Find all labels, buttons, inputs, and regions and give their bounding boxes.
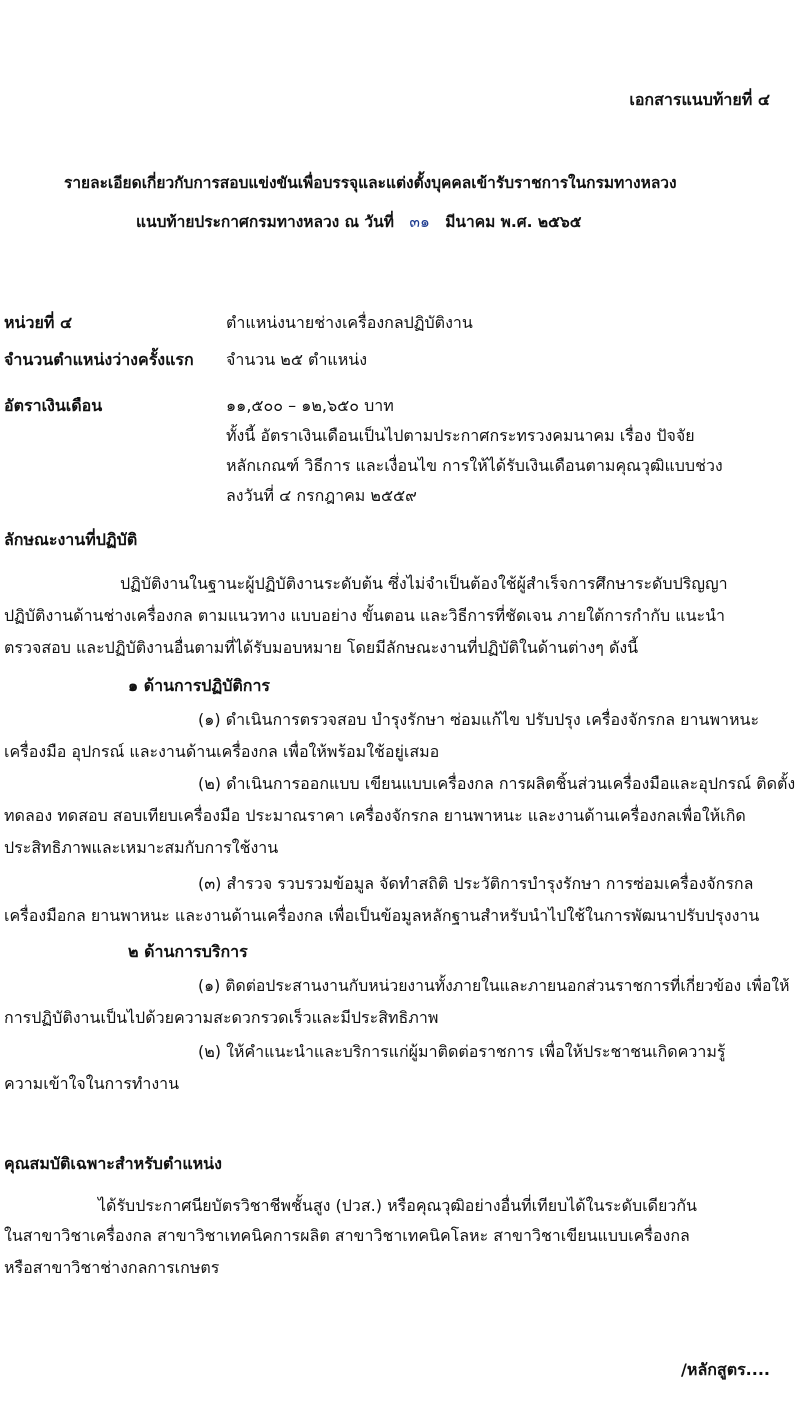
- intro-line: ปฏิบัติงานด้านช่างเครื่องกล ตามแนวทาง แบบอย่าง ขั้นตอน และวิธีการที่ชัดเจน ภายใต้การกำกับ แนะนำ: [4, 606, 726, 625]
- salary-note-line: ทั้งนี้ อัตราเงินเดือนเป็นไปตามประกาศกระทรวงคมนาคม เรื่อง ปัจจัย: [226, 426, 695, 445]
- operations-item-line: เครื่องมือ อุปกรณ์ และงานด้านเครื่องกล เพื่อให้พร้อมใช้อยู่เสมอ: [4, 742, 440, 761]
- intro-line: ตรวจสอบ และปฏิบัติงานอื่นตามที่ได้รับมอบหมาย โดยมีลักษณะงานที่ปฏิบัติในด้านต่างๆ ดังนี้: [4, 638, 639, 657]
- operations-item-line: (๑) ดำเนินการตรวจสอบ บำรุงรักษา ซ่อมแก้ไข ปรับปรุง เครื่องจักรกล ยานพาหนะ: [198, 710, 760, 729]
- document-title: รายละเอียดเกี่ยวกับการสอบแข่งขันเพื่อบรรจุและแต่งตั้งบุคคลเข้ารับราชการในกรมทางหลวง: [64, 174, 677, 192]
- operations-item-line: (๒) ดำเนินการออกแบบ เขียนแบบเครื่องกล การผลิตชิ้นส่วนเครื่องมือและอุปกรณ์ ติดตั้ง: [198, 774, 796, 793]
- subtitle-suffix: มีนาคม พ.ศ. ๒๕๖๕: [445, 213, 582, 231]
- salary-label: อัตราเงินเดือน: [4, 396, 103, 415]
- operations-item-line: ประสิทธิภาพและเหมาะสมกับการใช้งาน: [4, 838, 279, 857]
- section-heading-services: ๒ ด้านการบริการ: [128, 942, 248, 961]
- operations-item-line: ทดลอง ทดสอบ สอบเทียบเครื่องมือ ประมาณราคา เครื่องจักรกล ยานพาหนะ และงานด้านเครื่องกลเพื่อให้เกิด: [4, 806, 746, 825]
- operations-item-line: เครื่องมือกล ยานพาหนะ และงานด้านเครื่องกล เพื่อเป็นข้อมูลหลักฐานสำหรับนำไปใช้ในการพัฒนาปรับปรุงงาน: [4, 906, 760, 925]
- services-item-line: (๑) ติดต่อประสานงานกับหน่วยงานทั้งภายในและภายนอกส่วนราชการที่เกี่ยวข้อง เพื่อให้: [198, 976, 790, 995]
- job-nature-heading: ลักษณะงานที่ปฏิบัติ: [4, 530, 138, 549]
- qualification-line: ในสาขาวิชาเครื่องกล สาขาวิชาเทคนิคการผลิต สาขาวิชาเทคนิคโลหะ สาขาวิชาเขียนแบบเครื่องกล: [4, 1226, 690, 1245]
- document-subtitle: [136, 209, 581, 234]
- unit-value: ตำแหน่งนายช่างเครื่องกลปฏิบัติงาน: [226, 313, 473, 332]
- salary-note-line: ลงวันที่ ๔ กรกฎาคม ๒๕๕๙: [226, 486, 417, 505]
- qualification-line: หรือสาขาวิชาช่างกลการเกษตร: [4, 1258, 220, 1277]
- section-heading-operations: ๑ ด้านการปฏิบัติการ: [128, 676, 271, 695]
- services-item-line: การปฏิบัติงานเป็นไปด้วยความสะดวกรวดเร็วและมีประสิทธิภาพ: [4, 1008, 439, 1027]
- salary-note-line: หลักเกณฑ์ วิธีการ และเงื่อนไข การให้ได้รับเงินเดือนตามคุณวุฒิแบบช่วง: [226, 456, 723, 475]
- vacancies-label: จำนวนตำแหน่งว่างครั้งแรก: [4, 350, 194, 369]
- vacancies-value: จำนวน ๒๕ ตำแหน่ง: [226, 350, 368, 369]
- subtitle-prefix: แนบท้ายประกาศกรมทางหลวง ณ วันที่: [136, 213, 394, 231]
- qualification-line: ได้รับประกาศนียบัตรวิชาชีพชั้นสูง (ปวส.) หรือคุณวุฒิอย่างอื่นที่เทียบได้ในระดับเดียวกัน: [98, 1196, 697, 1215]
- subtitle-day: ๓๑: [409, 213, 430, 231]
- services-item-line: (๒) ให้คำแนะนำและบริการแก่ผู้มาติดต่อราชการ เพื่อให้ประชาชนเกิดความรู้: [198, 1042, 726, 1061]
- services-item-line: ความเข้าใจในการทำงาน: [4, 1074, 180, 1093]
- operations-item-line: (๓) สำรวจ รวบรวมข้อมูล จัดทำสถิติ ประวัติการบำรุงรักษา การซ่อมเครื่องจักรกล: [198, 874, 754, 893]
- salary-range: ๑๑,๕๐๐ – ๑๒,๖๕๐ บาท: [226, 396, 394, 415]
- intro-line: ปฏิบัติงานในฐานะผู้ปฏิบัติงานระดับต้น ซึ่งไม่จำเป็นต้องใช้ผู้สำเร็จการศึกษาระดับปริญญา: [120, 574, 728, 593]
- unit-label: หน่วยที่ ๔: [4, 313, 73, 332]
- continued-marker: /หลักสูตร....: [681, 1360, 770, 1379]
- attachment-label: เอกสารแนบท้ายที่ ๔: [629, 90, 770, 109]
- qualifications-heading: คุณสมบัติเฉพาะสำหรับตำแหน่ง: [4, 1154, 222, 1173]
